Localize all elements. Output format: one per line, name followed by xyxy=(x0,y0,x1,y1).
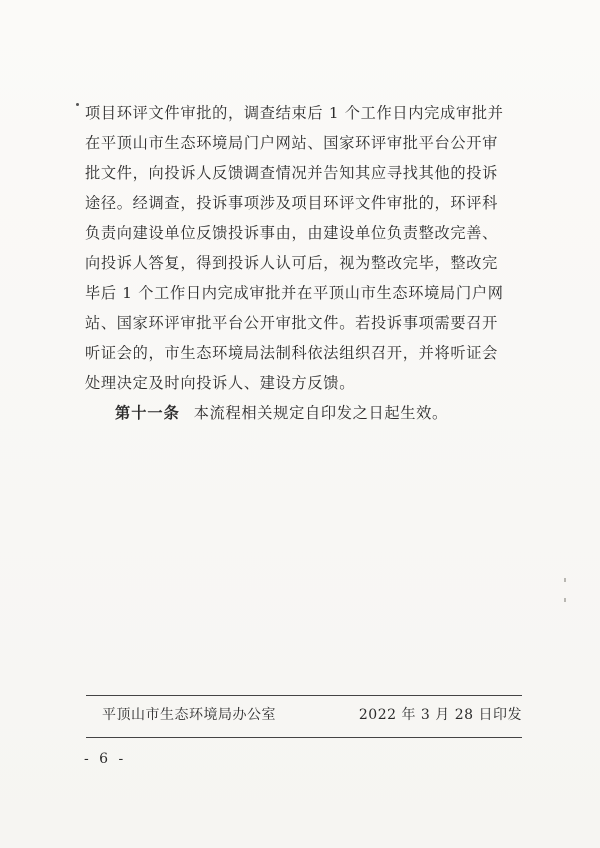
edge-mark xyxy=(564,578,566,582)
paragraph-line-10: 处理决定及时向投诉人、建设方反馈。 xyxy=(85,374,356,392)
article-11-text: 本流程相关规定自印发之日起生效。 xyxy=(193,404,448,422)
article-11-label: 第十一条 xyxy=(115,404,180,422)
paragraph-line-9: 听证会的，市生态环境局法制科依法组织召开，并将听证会 xyxy=(85,344,499,362)
page-number: - 6 - xyxy=(84,751,127,767)
edge-mark xyxy=(564,598,566,602)
scan-speck xyxy=(76,103,79,106)
footer-date: 2022 年 3 月 28 日印发 xyxy=(358,707,522,723)
footer-rule-top xyxy=(86,695,522,696)
article-11 xyxy=(85,398,525,428)
paragraph-line-1: 项目环评文件审批的，调查结束后 1 个工作日内完成审批并 xyxy=(85,104,504,122)
paragraph-line-2: 在平顶山市生态环境局门户网站、国家环评审批平台公开审 xyxy=(85,134,499,152)
paragraph-line-3: 批文件，向投诉人反馈调查情况并告知其应寻找其他的投诉 xyxy=(85,164,499,182)
paragraph-line-7: 毕后 1 个工作日内完成审批并在平顶山市生态环境局门户网 xyxy=(85,284,504,302)
paragraph-line-8: 站、国家环评审批平台公开审批文件。若投诉事项需要召开 xyxy=(85,314,499,332)
paragraph-line-4: 途径。经调查，投诉事项涉及项目环评文件审批的，环评科 xyxy=(85,194,499,212)
footer-issuer: 平顶山市生态环境局办公室 xyxy=(102,707,276,723)
paragraph-line-5: 负责向建设单位反馈投诉事由，由建设单位负责整改完善、 xyxy=(85,224,499,242)
body-text xyxy=(85,98,525,428)
footer-rule-bottom xyxy=(86,737,522,738)
paragraph-line-6: 向投诉人答复，得到投诉人认可后，视为整改完毕，整改完 xyxy=(85,254,499,272)
